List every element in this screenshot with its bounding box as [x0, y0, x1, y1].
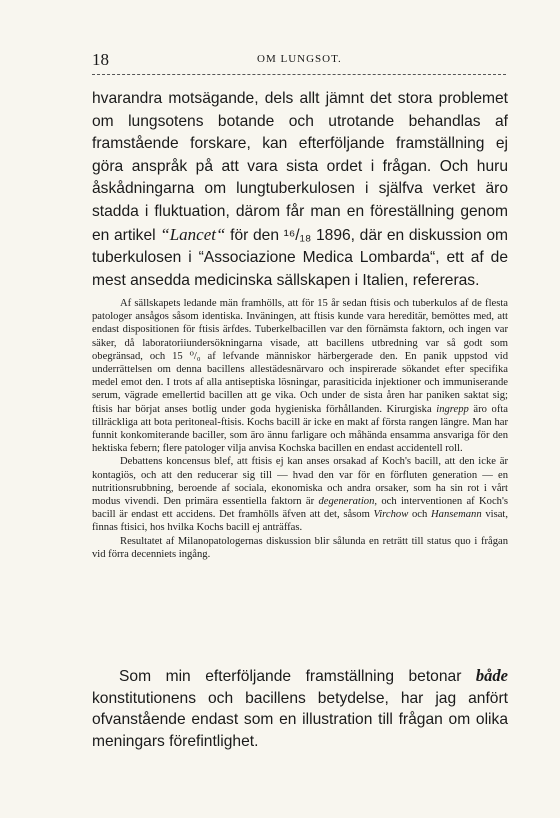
running-title: OM LUNGSOT.	[257, 53, 342, 65]
summary-text-6: visat, finnas ftisici, hos hvilka Kochs bacill ej anträffas.	[92, 509, 509, 534]
summary-paragraph-3: Resultatet af Milanopatologernas diskussion blir sålunda en reträtt till status quo i frågan vid förra decenniets ingång.	[92, 535, 508, 560]
page-number: 18	[92, 50, 109, 69]
closing-text: Som min efterföljande framställning betonar	[119, 668, 476, 685]
lancet-citation: “Lancet“	[160, 224, 226, 244]
emphasis-bade: både	[475, 666, 508, 685]
page-header	[92, 50, 506, 75]
quoted-summary	[92, 297, 508, 561]
name-hansemann: Hansemann	[431, 509, 482, 521]
summary-text-3: Debattens koncensus blef, att ftisis ej kan anses orsakad af Koch's bacill, att den icke är kontagiös, och att den reducerar sig till — hvad den var för en förfluten generation — en nutritionsrubbning, beroende af sociala, ekonomiska och andra orsaker, som ha sin rot i vårt modus vivendi. Den primära essentiella faktorn är	[92, 456, 508, 508]
summary-text-5: och	[408, 509, 432, 521]
intro-text-3: där en diskussion om tuberkulosen i “Associazione Medica Lombarda“, ett af de mest ansedda medicinska sällskapen i Italien, refereras.	[92, 226, 509, 289]
summary-text-4: och interventionen af Koch's bacill är endast ett accidens. Det framhölls äfven att det, såsom	[92, 496, 508, 521]
summary-text-2: äro ofta tillräckliga att bota peritoneal-ftisis. Kochs bacill är icke en makt af första rangen längre. Man har funnit konkomiterande baciller, som äro ännu farligare och måhända ensamma ansvariga för den hektiska febern; flere patologer vilja anvisa Kochska bacillen en endast accidentell roll.	[92, 403, 508, 455]
summary-paragraph-2	[92, 455, 508, 534]
summary-paragraph-1	[92, 297, 508, 455]
closing-paragraph	[92, 665, 508, 752]
intro-text-2: för den	[225, 226, 284, 244]
emphasis-degeneration: degeneration,	[318, 496, 378, 508]
emphasis-ingrepp: ingrepp	[436, 403, 469, 415]
intro-paragraph	[92, 88, 508, 292]
name-virchow: Virchow	[373, 509, 409, 521]
closing-text-2: konstitutionens och bacillens betydelse, har jag anfört ofvanstående endast som en illustration till frågan om olika meningars förefintlighet.	[92, 689, 508, 750]
citation-date: ¹⁶/₁₈ 1896,	[283, 226, 356, 244]
summary-text: Af sällskapets ledande män framhölls, att för 15 år sedan ftisis och tuberkulos af de flesta patologer ansågos såsom identiska. Inväningen, att ftisis kunde vara hereditär, bemöttes med, att endast dispositionen för ftisis ärfdes. Tuberkelbacillen var den förnämsta faktorn, och ingen var säker, då laboratoriiundersökningarna visade, att bacillens utbredning var så godt som obegränsad, och 15 ⁰/₀ af lefvande människor härbergerade den. En panik uppstod vid underrättelsen om denna bacillens allestädesnärvaro och inspirerade sökandet efter specifika medel emot den. I trots af alla antiseptiska lösningar, parasiticida injektioner och immuniserande serum, vägrade emellertid bacillen att ge vika. Och under de sista åren har paniken saktat sig; ftisis har börjat anses botlig under goda hygieniska förhållanden. Kirurgiska	[92, 298, 508, 415]
intro-text: hvarandra motsägande, dels allt jämnt det stora problemet om lungsotens botande och utrotande behandlas af framstående forskare, kan efterföljande framställning ej göra anspråk på att vara sista ordet i frågan. Och huru åskådningarna om lungtuberkulosen i själfva verket äro stadda i fluktuation, därom får man en föreställning genom en artikel	[92, 90, 508, 244]
